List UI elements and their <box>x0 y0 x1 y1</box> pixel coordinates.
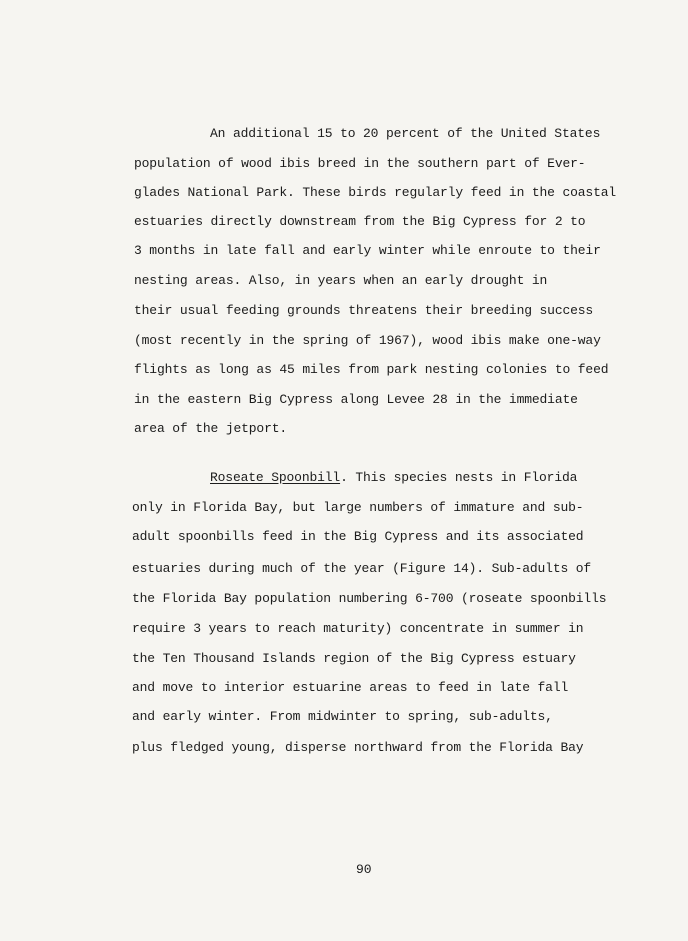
text-line: glades National Park. These birds regularly feed in the coastal <box>134 185 617 200</box>
text-line: in the eastern Big Cypress along Levee 28 in the immediate <box>134 392 578 407</box>
text-line <box>210 470 577 486</box>
text-line: population of wood ibis breed in the southern part of Ever- <box>134 156 586 171</box>
text-line: require 3 years to reach maturity) concentrate in summer in <box>132 621 584 636</box>
text-line: flights as long as 45 miles from park nesting colonies to feed <box>134 362 609 377</box>
text-line: estuaries directly downstream from the Big Cypress for 2 to <box>134 214 586 229</box>
text-line: adult spoonbills feed in the Big Cypress and its associated <box>132 529 584 544</box>
text-line: and early winter. From midwinter to spring, sub-adults, <box>132 709 553 724</box>
text-fragment: . This species nests in Florida <box>340 470 578 485</box>
text-line: estuaries during much of the year (Figure 14). Sub-adults of <box>132 561 592 576</box>
section-heading: Roseate Spoonbill <box>210 470 341 485</box>
text-line: (most recently in the spring of 1967), wood ibis make one-way <box>134 333 601 348</box>
text-line: 3 months in late fall and early winter while enroute to their <box>134 243 601 258</box>
text-line: only in Florida Bay, but large numbers of immature and sub- <box>132 500 584 515</box>
text-line: the Ten Thousand Islands region of the Big Cypress estuary <box>132 651 576 666</box>
text-line: plus fledged young, disperse northward from the Florida Bay <box>132 740 584 755</box>
text-line: area of the jetport. <box>134 421 288 436</box>
text-line: and move to interior estuarine areas to feed in late fall <box>132 680 569 695</box>
text-line: the Florida Bay population numbering 6-700 (roseate spoonbills <box>132 591 607 606</box>
text-line: An additional 15 to 20 percent of the United States <box>210 126 601 141</box>
page-number: 90 <box>356 862 372 877</box>
text-line: nesting areas. Also, in years when an early drought in <box>134 273 548 288</box>
text-line: their usual feeding grounds threatens their breeding success <box>134 303 594 318</box>
